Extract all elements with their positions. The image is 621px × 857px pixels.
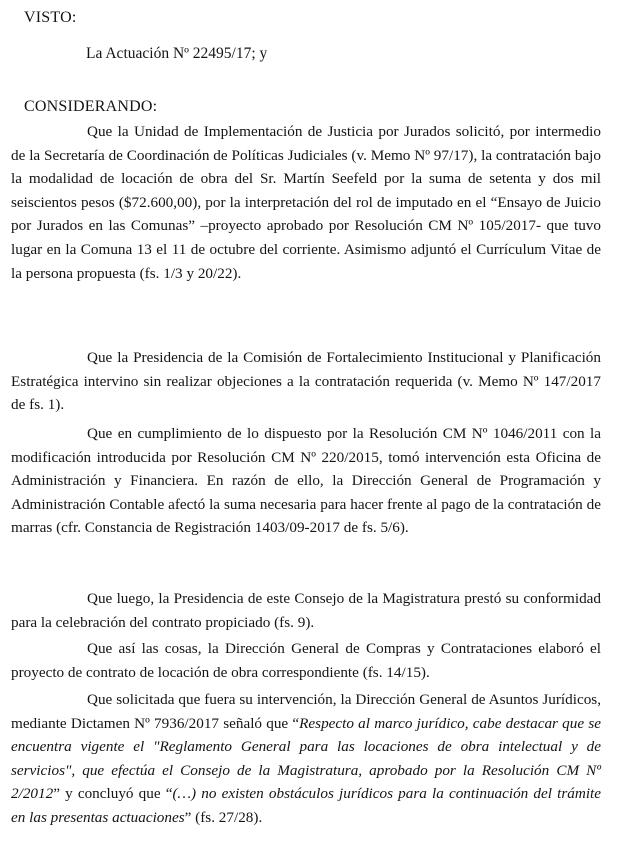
visto-reference: La Actuación Nº 22495/17; y bbox=[86, 45, 268, 62]
paragraph-5: Que así las cosas, la Dirección General de Compras y Contrataciones elaboró el proyecto de contrato de locación de obra correspondiente (fs. 14/15). bbox=[11, 640, 601, 681]
paragraph-6 bbox=[11, 688, 601, 830]
paragraph-4: Que luego, la Presidencia de este Consejo de la Magistratura prestó su conformidad para la celebración del contrato propiciado (fs. 9). bbox=[11, 590, 601, 631]
paragraph-6-quote-1: Respecto al marco jurídico, cabe destacar que se encuentra vigente el "Reglamento General para las locaciones de obra intelectual y de servicios", que efectúa el Consejo de la Magistratura, aprobado por la Resolución CM Nº 2/2012 bbox=[11, 714, 601, 803]
considerando-heading: CONSIDERANDO: bbox=[24, 98, 158, 115]
paragraph-1: Que la Unidad de Implementación de Justicia por Jurados solicitó, por intermedio de la Secretaría de Coordinación de Políticas Judiciales (v. Memo Nº 97/17), la contratación bajo la modalidad de locación de obra del Sr. Martín Seefeld por la suma de setenta y dos mil seiscientos pesos ($72.600,00), por la interpretación del rol de imputado en el “Ensayo de Juicio por Jurados en las Comunas” –proyecto aprobado por Resolución CM Nº 105/2017- que tuvo lugar en la Comuna 13 el 11 de octubre del corriente. Asimismo adjuntó el Currículum Vitae de la persona propuesta (fs. 1/3 y 20/22). bbox=[11, 123, 601, 282]
paragraph-3: Que en cumplimiento de lo dispuesto por la Resolución CM Nº 1046/2011 con la modificación introducida por Resolución CM Nº 220/2015, tomó intervención esta Oficina de Administración y Financiera. En razón de ello, la Dirección General de Programación y Administración Contable afectó la suma necesaria para hacer frente al pago de la contratación de marras (cfr. Constancia de Registración 1403/09-2017 de fs. 5/6). bbox=[11, 425, 601, 537]
paragraph-6-middle: ” y concluyó que “ bbox=[53, 785, 173, 803]
paragraph-6-quote-2: (…) no existen obstáculos jurídicos para la continuación del trámite en las presentas actuaciones bbox=[11, 785, 601, 826]
paragraph-6-intro: Que solicitada que fuera su intervención, la Dirección General de Asuntos Jurídicos, mediante Dictamen Nº 7936/2017 señaló que “ bbox=[11, 691, 601, 732]
visto-heading: VISTO: bbox=[24, 9, 77, 26]
paragraph-6-end: ” (fs. 27/28). bbox=[184, 808, 263, 826]
paragraph-2: Que la Presidencia de la Comisión de Fortalecimiento Institucional y Planificación Estratégica intervino sin realizar objeciones a la contratación requerida (v. Memo Nº 147/2017 de fs. 1). bbox=[11, 349, 601, 414]
